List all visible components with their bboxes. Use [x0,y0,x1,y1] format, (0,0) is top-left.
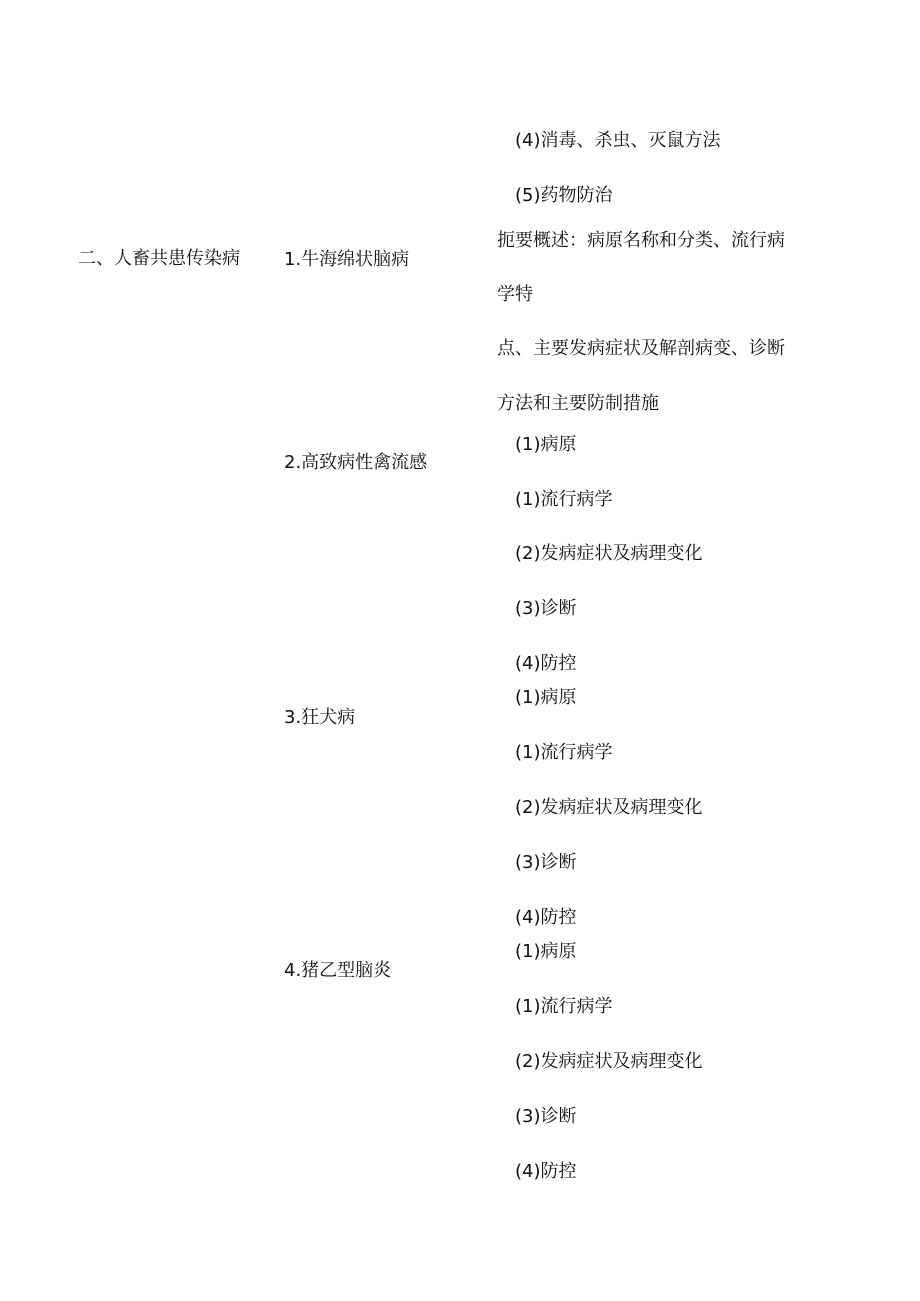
outline-line: (1)病原 [515,434,577,455]
outline-line: (2)发病症状及病理变化 [515,1051,703,1072]
outline-line: 点、主要发病症状及解剖病变、诊断 [497,338,785,359]
outline-line: (1)流行病学 [515,489,613,510]
top-item: (5)药物防治 [515,185,613,206]
outline-line: (1)流行病学 [515,996,613,1017]
outline-line: (4)防控 [515,907,577,928]
outline-line: (1)病原 [515,687,577,708]
outline-line: (3)诊断 [515,1106,577,1127]
disease-name: 4.猪乙型脑炎 [284,960,392,981]
outline-line: 扼要概述：病原名称和分类、流行病 [497,230,785,251]
outline-line: (3)诊断 [515,598,577,619]
outline-line: (3)诊断 [515,852,577,873]
outline-line: (1)流行病学 [515,742,613,763]
top-item: (4)消毒、杀虫、灭鼠方法 [515,130,721,151]
outline-line: (2)发病症状及病理变化 [515,543,703,564]
outline-line: (2)发病症状及病理变化 [515,797,703,818]
section-title: 二、人畜共患传染病 [78,248,240,269]
disease-name: 1.牛海绵状脑病 [284,249,410,270]
outline-line: (1)病原 [515,941,577,962]
outline-line: 方法和主要防制措施 [497,393,659,414]
disease-name: 2.高致病性禽流感 [284,452,428,473]
outline-line: 学特 [497,284,533,305]
outline-line: (4)防控 [515,1161,577,1182]
disease-name: 3.狂犬病 [284,707,356,728]
outline-line: (4)防控 [515,653,577,674]
